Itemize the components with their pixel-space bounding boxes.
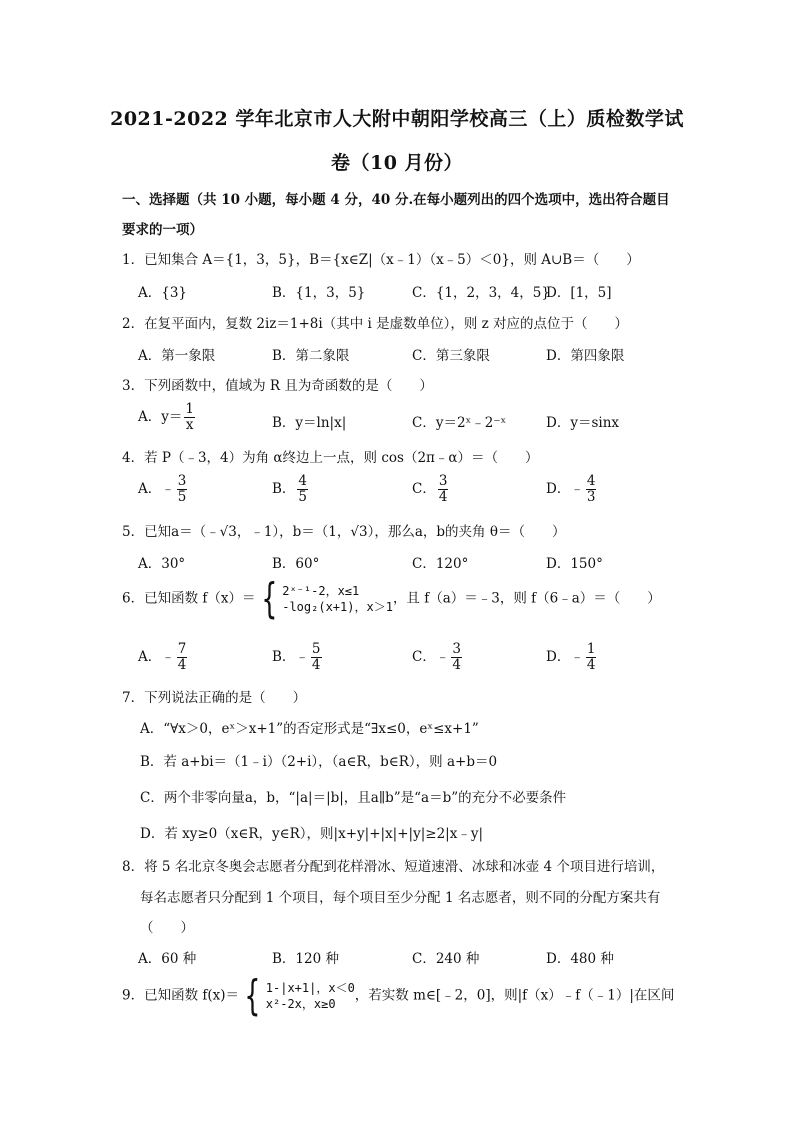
question-2-stem: 2．在复平面内，复数 2iz＝1+8i（其中 i 是虚数单位），则 z 对应的点位于（ ） <box>122 316 629 332</box>
case-1: 1-|x+1|，x＜0 <box>265 980 355 995</box>
question-2-option-c: C．第三象限 <box>412 348 490 364</box>
fraction <box>451 642 462 673</box>
stem-text: 9．已知函数 f(x)＝ <box>122 987 240 1004</box>
question-3-option-a <box>138 402 197 433</box>
denominator: 4 <box>452 656 461 673</box>
numerator: 5 <box>311 641 321 657</box>
question-2-option-d: D．第四象限 <box>546 348 625 364</box>
question-4-option-c <box>412 474 450 505</box>
question-4-option-b <box>272 474 310 505</box>
question-5-option-a: A．30° <box>138 556 186 572</box>
numerator: 1 <box>586 641 596 657</box>
numerator: 4 <box>586 473 596 489</box>
numerator: 3 <box>177 473 187 489</box>
question-8-option-c: C．240 种 <box>412 951 480 967</box>
stem-text: ，且 f（a）＝﹣3，则 f（6﹣a）＝（ ） <box>392 590 661 607</box>
section-heading-line2: 要求的一项） <box>122 222 203 238</box>
question-4-option-a <box>138 474 189 505</box>
page-title-line2: 卷（10 月份） <box>330 152 464 174</box>
fraction <box>438 474 449 505</box>
question-7-stem: 7．下列说法正确的是（ ） <box>122 690 307 706</box>
page-title: 2021-2022 学年北京市人大附中朝阳学校高三（上）质检数学试 <box>110 108 684 130</box>
option-label: A．﹣ <box>138 480 175 497</box>
fraction <box>184 402 195 433</box>
question-1-option-b: B．{1，3，5} <box>272 285 366 301</box>
option-label: C．﹣ <box>412 648 450 665</box>
question-4-option-d <box>546 474 598 505</box>
question-9-stem <box>122 971 675 1020</box>
question-7-option-d: D．若 xy≥0（x∈R，y∈R），则|x+y|+|x|+|y|≥2|x﹣y| <box>140 826 484 842</box>
case-1: 2ˣ⁻¹-2，x≤1 <box>282 583 360 598</box>
option-label: D．﹣ <box>546 648 584 665</box>
question-6-option-d <box>546 642 598 673</box>
piecewise-cases <box>266 980 355 1012</box>
denominator: 5 <box>177 488 187 505</box>
option-label: B． <box>272 480 296 497</box>
question-1-option-c: C．{1，2，3，4，5} <box>412 285 550 301</box>
denominator: x <box>185 416 194 433</box>
question-5-option-c: C．120° <box>412 556 469 572</box>
numerator: 3 <box>438 473 448 489</box>
option-label: A．﹣ <box>138 648 175 665</box>
question-8-stem-line3: （ ） <box>140 920 194 936</box>
option-label: A．y＝ <box>138 408 183 425</box>
denominator: 4 <box>438 488 448 505</box>
question-3-option-c: C．y＝2ˣ﹣2⁻ˣ <box>412 415 507 431</box>
stem-text: 6．已知函数 f（x）＝ <box>122 590 256 607</box>
fraction <box>297 474 308 505</box>
question-4-stem: 4．若 P（﹣3，4）为角 α终边上一点，则 cos（2π﹣α）＝（ ） <box>122 450 539 466</box>
section-heading: 一、选择题（共 10 小题，每小题 4 分，40 分.在每小题列出的四个选项中，选出符合题目 <box>122 192 670 208</box>
numerator: 7 <box>177 641 187 657</box>
question-5-option-b: B．60° <box>272 556 320 572</box>
question-1-stem: 1．已知集合 A＝{1，3，5}，B＝{x∈Z|（x﹣1）（x﹣5）＜0}，则 A∪B＝（ ） <box>122 252 640 268</box>
numerator: 1 <box>185 401 194 417</box>
question-5-option-d: D．150° <box>546 556 603 572</box>
option-label: D．﹣ <box>546 480 584 497</box>
question-2-option-a: A．第一象限 <box>138 348 216 364</box>
question-7-option-a: A．“∀x＞0，eˣ＞x+1”的否定形式是“∃x≤0，eˣ≤x+1” <box>140 721 479 737</box>
denominator: 5 <box>298 488 308 505</box>
brace-glyph: { <box>244 971 261 1020</box>
question-7-option-b: B．若 a+bi＝（1﹣i）（2+i），（a∈R，b∈R），则 a+b＝0 <box>140 754 498 770</box>
question-6-option-b <box>272 642 324 673</box>
fraction <box>311 642 322 673</box>
numerator: 4 <box>298 473 308 489</box>
fraction <box>586 642 597 673</box>
stem-text: ，若实数 m∈[﹣2，0]，则|f（x）﹣f（﹣1）|在区间 <box>354 987 675 1004</box>
fraction <box>586 474 597 505</box>
fraction <box>177 474 188 505</box>
question-6-option-c <box>412 642 464 673</box>
question-6-option-a <box>138 642 189 673</box>
denominator: 4 <box>177 656 187 673</box>
case-2: x²-2x，x≥0 <box>265 997 336 1011</box>
brace-glyph: { <box>260 574 277 623</box>
question-7-option-c: C．两个非零向量a，b，“|a|＝|b|，且a∥b”是“a＝b”的充分不必要条件 <box>140 790 567 806</box>
question-8-option-d: D．480 种 <box>546 951 614 967</box>
fraction <box>177 642 188 673</box>
denominator: 4 <box>311 656 321 673</box>
question-3-option-d: D．y＝sinx <box>546 415 620 431</box>
option-label: C． <box>412 480 436 497</box>
denominator: 3 <box>586 488 596 505</box>
case-2: -log₂(x+1)，x＞1 <box>282 600 393 614</box>
question-3-stem: 3．下列函数中，值域为 R 且为奇函数的是（ ） <box>122 378 433 394</box>
numerator: 3 <box>452 641 461 657</box>
question-6-stem <box>122 574 661 623</box>
denominator: 4 <box>586 656 596 673</box>
question-3-option-b: B．y＝ln|x| <box>272 415 347 431</box>
question-8-option-a: A．60 种 <box>138 951 197 967</box>
question-1-option-d: D．[1，5] <box>546 285 612 301</box>
piecewise-cases <box>282 583 393 615</box>
option-label: B．﹣ <box>272 648 309 665</box>
question-1-option-a: A．{3} <box>138 285 188 301</box>
question-8-option-b: B．120 种 <box>272 951 339 967</box>
question-5-stem: 5．已知a＝（﹣√3，﹣1），b＝（1，√3），那么a，b的夹角 θ＝（ ） <box>122 524 566 540</box>
question-8-stem-line2: 每名志愿者只分配到 1 个项目，每个项目至少分配 1 名志愿者，则不同的分配方案共有 <box>140 890 661 906</box>
question-8-stem: 8．将 5 名北京冬奥会志愿者分配到花样滑冰、短道速滑、冰球和冰壶 4 个项目进行培训， <box>122 859 665 875</box>
question-2-option-b: B．第二象限 <box>272 348 350 364</box>
